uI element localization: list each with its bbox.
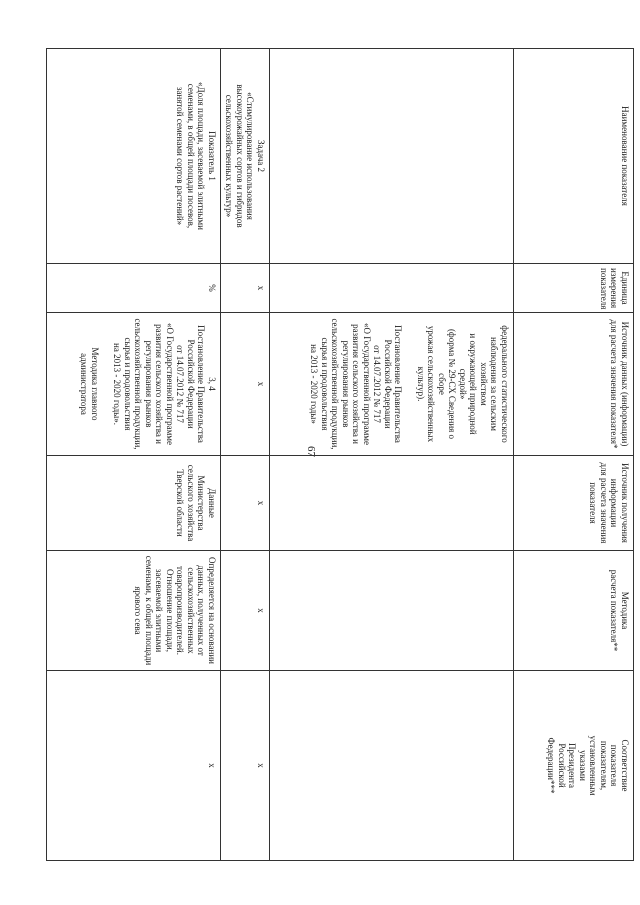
header-info-source: Источник получения информации для расчета значения показателя <box>514 456 634 551</box>
indicator-description: «Доля площади, засеваемой элитными семенами, в общей площади посевов, занятой семенами сортов растений» <box>175 82 207 230</box>
cell-task-data-source: x <box>220 313 269 456</box>
page-number: 67 <box>305 446 317 457</box>
cell-empty <box>270 671 514 861</box>
data-source-methodology-text: Методика главного администратора <box>79 347 100 421</box>
cell-indicator-unit: % <box>46 264 220 313</box>
cell-task-method: x <box>220 551 269 671</box>
table-row <box>270 49 514 861</box>
data-source-form-text: федерального статистического наблюдения за сельским хозяйством и окружающей природной средой» (форма № 29-СХ Сведения о сборе урожая сельскохозяйственных культур). <box>415 325 510 443</box>
indicator-title: Показатель 1 <box>206 131 217 181</box>
header-presidential-compliance: Соответствие показателя показателям, установленным указами Президента Российской Федерации*** <box>514 671 634 861</box>
header-calculation-method: Методика расчета показателя** <box>514 551 634 671</box>
cell-indicator-info-source: Данные Министерства сельского хозяйства Тверской области <box>46 456 220 551</box>
cell-indicator-method: Определяется на основании данных, полученных от сельскохозяйственных товаропроизводителей. Отношение площади, засеваемой элитными семенами, к общей площади ярового сева <box>46 551 220 671</box>
cell-indicator-data-source <box>46 313 220 456</box>
data-source-resolution-text: Постановление Правительства Российской Федерации от 14.07.2012 № 717 «О Государственной программе развития сельского хозяйства и регулирования рынков сельскохозяйственной продукции, сырья и продовольствия на 2013 - 2020 годы» <box>309 318 404 450</box>
table-row-task <box>220 49 269 861</box>
indicator-table <box>46 48 634 861</box>
data-source-reference: 3, 4 <box>206 377 217 391</box>
data-source-resolution-text: Постановление Правительства Российской Федерации от 14.07.2012 № 717 «О Государственной программе развития сельского хозяйства и регулирования рынков сельскохозяйственной продукции, сырья и продовольствия на 2013 - 2020 годы». <box>112 318 207 450</box>
cell-task-name: Задача 2 «Стимулирование использования высокоурожайных сортов и гибридов сельскохозяйственных культур» <box>220 49 269 264</box>
indicator-table-wrapper <box>80 48 634 860</box>
cell-indicator-compliance: x <box>46 671 220 861</box>
table-header-row <box>514 49 634 861</box>
header-data-source: Источник данных (информации) для расчета значения показателя* <box>514 313 634 456</box>
cell-task-info-source: x <box>220 456 269 551</box>
table-row-indicator <box>46 49 220 861</box>
cell-data-source-continued <box>270 313 514 456</box>
header-unit: Единица измерения показателя <box>514 264 634 313</box>
cell-task-compliance: x <box>220 671 269 861</box>
cell-empty <box>270 264 514 313</box>
cell-empty <box>270 551 514 671</box>
cell-empty <box>270 49 514 264</box>
cell-task-unit: x <box>220 264 269 313</box>
cell-indicator-name <box>46 49 220 264</box>
header-indicator-name: Наименование показателя <box>514 49 634 264</box>
cell-empty <box>270 456 514 551</box>
